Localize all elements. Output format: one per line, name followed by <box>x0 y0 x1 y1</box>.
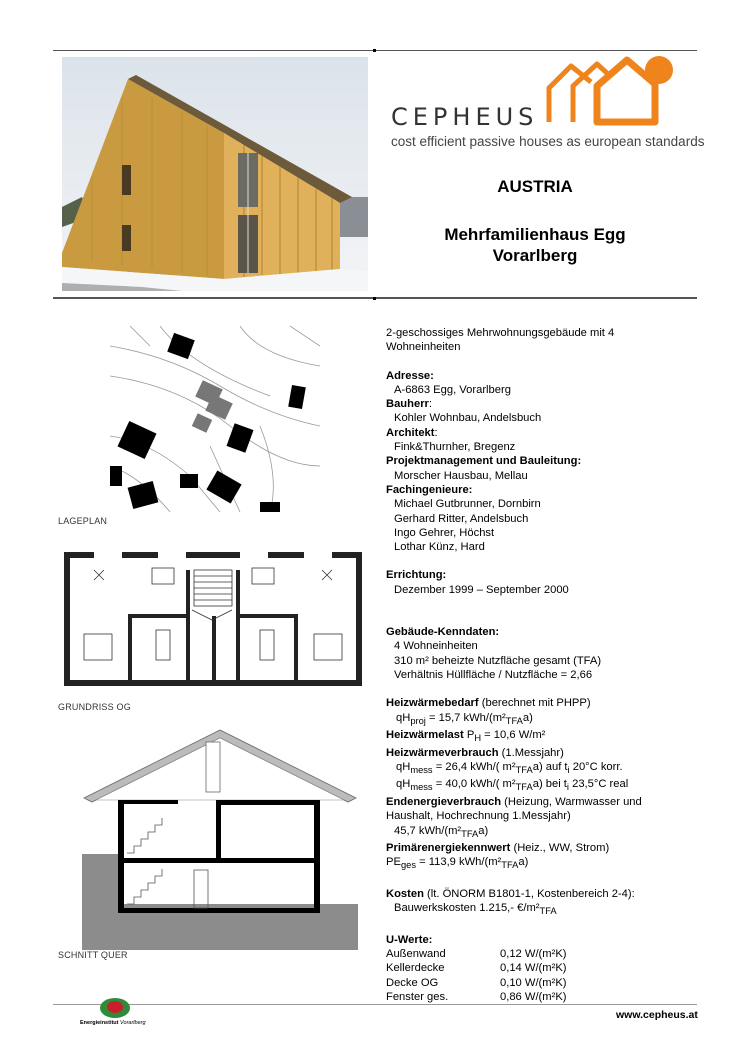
value-main: 45,7 kWh/(m² <box>394 824 462 837</box>
u-value-name: Außenwand <box>386 948 446 961</box>
heating-demand-heading <box>386 696 716 710</box>
section-drawing <box>82 728 358 950</box>
end-text: 23,5°C real <box>569 778 629 791</box>
u-value-value: 0,86 W/(m²K) <box>500 990 567 1003</box>
heating-consumption-heading <box>386 746 716 760</box>
tfa-subscript: TFA <box>505 715 523 726</box>
q-subscript: proj <box>410 715 426 726</box>
primary-energy-label: Primärenergiekennwert <box>386 842 511 855</box>
q-symbol: qH <box>396 778 411 791</box>
u-value-value: 0,10 W/(m²K) <box>500 976 567 989</box>
building-data-line: 310 m² beheizte Nutzfläche gesamt (TFA) <box>394 654 602 667</box>
q-subscript: mess <box>410 782 433 793</box>
engineer-name: Ingo Gehrer, Höchst <box>394 526 495 539</box>
management-label: Projektmanagement und Bauleitung: <box>386 455 582 468</box>
address-label: Adresse: <box>386 369 434 382</box>
construction-value: Dezember 1999 – September 2000 <box>394 583 569 596</box>
primary-energy-heading <box>386 841 716 855</box>
management-value: Morscher Hausbau, Mellau <box>394 469 528 482</box>
heating-consumption-note: (1.Messjahr) <box>498 746 564 759</box>
project-title-line2: Vorarlberg <box>492 246 578 265</box>
intro-line2: Wohneinheiten <box>386 341 461 354</box>
logo-tagline: cost efficient passive houses as european standards <box>391 134 705 149</box>
engineer-name: Gerhard Ritter, Andelsbuch <box>394 512 529 525</box>
u-value-row <box>386 976 716 990</box>
institute-name: Energieinstitut <box>80 1020 119 1026</box>
u-value-name: Kellerdecke <box>386 962 445 975</box>
p-symbol: P <box>463 729 475 742</box>
pe-value: = 113,9 kWh/(m² <box>415 856 502 869</box>
mid-text: a) auf t <box>532 760 568 773</box>
architect-value: Fink&Thurnher, Bregenz <box>394 441 516 454</box>
heating-demand-value <box>386 711 716 729</box>
cepheus-logo-mark <box>543 52 683 130</box>
architect-heading <box>386 426 716 440</box>
project-title <box>375 224 695 266</box>
heating-load-value: = 10,6 W/m² <box>481 729 546 742</box>
costs-label: Kosten <box>386 887 424 900</box>
q-subscript: mess <box>410 765 433 776</box>
client-colon: : <box>428 398 433 411</box>
q-value: = 15,7 kWh/(m² <box>425 711 506 724</box>
floor-plan <box>64 550 362 688</box>
p-subscript: H <box>474 733 482 744</box>
pe-symbol: PE <box>386 856 401 869</box>
q-symbol: qH <box>396 711 411 724</box>
architect-label: Architekt <box>386 426 435 439</box>
final-energy-note: (Heizung, Warmwasser und <box>501 795 642 808</box>
u-value-name: Decke OG <box>386 976 439 989</box>
end-text: 20°C korr. <box>569 760 623 773</box>
building-photo <box>62 57 368 291</box>
t-subscript: i <box>567 765 570 776</box>
energieinstitut-logo-icon <box>98 995 132 1019</box>
logo-word: CEPHEUS <box>391 103 539 131</box>
q-value: = 26,4 kWh/( m² <box>432 760 516 773</box>
institute-region: Vorarlberg <box>120 1020 146 1026</box>
unit-end: a) <box>518 856 529 869</box>
site-plan <box>110 326 320 512</box>
site-plan-caption: LAGEPLAN <box>58 516 108 526</box>
q-value: = 40,0 kWh/( m² <box>432 778 516 791</box>
tfa-subscript: TFA <box>515 765 533 776</box>
costs-heading <box>386 887 716 901</box>
final-energy-line2: Haushalt, Hochrechnung 1.Messjahr) <box>386 810 571 823</box>
q-symbol: qH <box>396 760 411 773</box>
u-value-row <box>386 947 716 961</box>
heating-load-label: Heizwärmelast <box>386 729 464 742</box>
tfa-subscript: TFA <box>461 828 479 839</box>
building-data-line: 4 Wohneinheiten <box>394 640 478 653</box>
construction-label: Errichtung: <box>386 569 447 582</box>
primary-energy-value <box>386 855 716 873</box>
top-rule-tick <box>373 49 376 52</box>
costs-note: (lt. ÖNORM B1801-1, Kostenbereich 2-4): <box>423 887 635 900</box>
engineers-label: Fachingenieure: <box>386 483 473 496</box>
tfa-subscript: TFA <box>539 906 557 917</box>
unit-end: a) <box>478 824 489 837</box>
country-title: AUSTRIA <box>497 177 573 196</box>
client-value: Kohler Wohnbau, Andelsbuch <box>394 412 542 425</box>
heating-consumption-label: Heizwärmeverbrauch <box>386 746 499 759</box>
u-value-row <box>386 961 716 975</box>
u-value-value: 0,14 W/(m²K) <box>500 962 567 975</box>
project-title-line1: Mehrfamilienhaus Egg <box>444 225 626 244</box>
engineer-name: Michael Gutbrunner, Dornbirn <box>394 498 541 511</box>
building-data-label: Gebäude-Kenndaten: <box>386 626 500 639</box>
t-subscript: i <box>566 782 569 793</box>
heating-consumption-measure2 <box>386 777 716 795</box>
final-energy-value <box>386 824 716 842</box>
u-value-name: Fenster ges. <box>386 990 449 1003</box>
client-heading <box>386 397 716 411</box>
mid-text: a) bei t <box>532 778 567 791</box>
final-energy-label: Endenergieverbrauch <box>386 795 502 808</box>
u-value-row <box>386 990 716 1004</box>
engineer-name: Lothar Künz, Hard <box>394 541 485 554</box>
u-values-label: U-Werte: <box>386 933 433 946</box>
pe-subscript: ges <box>400 860 416 871</box>
costs-value <box>386 901 716 919</box>
footer-rule <box>53 1004 697 1005</box>
value-main: Bauwerkskosten 1.215,- €/m² <box>394 902 540 915</box>
tfa-subscript: TFA <box>501 860 519 871</box>
heating-load-row <box>386 728 716 746</box>
header-rule-tick <box>373 297 376 300</box>
heating-demand-label: Heizwärmebedarf <box>386 697 479 710</box>
footer-url[interactable]: www.cepheus.at <box>616 1009 698 1021</box>
floor-plan-caption: GRUNDRISS OG <box>58 702 131 712</box>
address-value: A-6863 Egg, Vorarlberg <box>394 383 511 396</box>
intro-line1: 2-geschossiges Mehrwohnungsgebäude mit 4 <box>386 327 615 339</box>
energieinstitut-logo-text <box>80 1020 146 1026</box>
heating-demand-note: (berechnet mit PHPP) <box>478 697 591 710</box>
client-label: Bauherr <box>386 398 429 411</box>
project-details <box>386 326 716 1004</box>
tfa-subscript: TFA <box>515 782 533 793</box>
building-data-line: Verhältnis Hüllfläche / Nutzfläche = 2,66 <box>394 668 593 681</box>
primary-energy-note: (Heiz., WW, Strom) <box>510 842 610 855</box>
section-caption: SCHNITT QUER <box>58 950 128 960</box>
u-value-value: 0,12 W/(m²K) <box>500 948 567 961</box>
unit-end: a) <box>522 711 533 724</box>
architect-colon: : <box>434 426 438 439</box>
heating-consumption-measure1 <box>386 760 716 778</box>
final-energy-heading <box>386 795 716 809</box>
